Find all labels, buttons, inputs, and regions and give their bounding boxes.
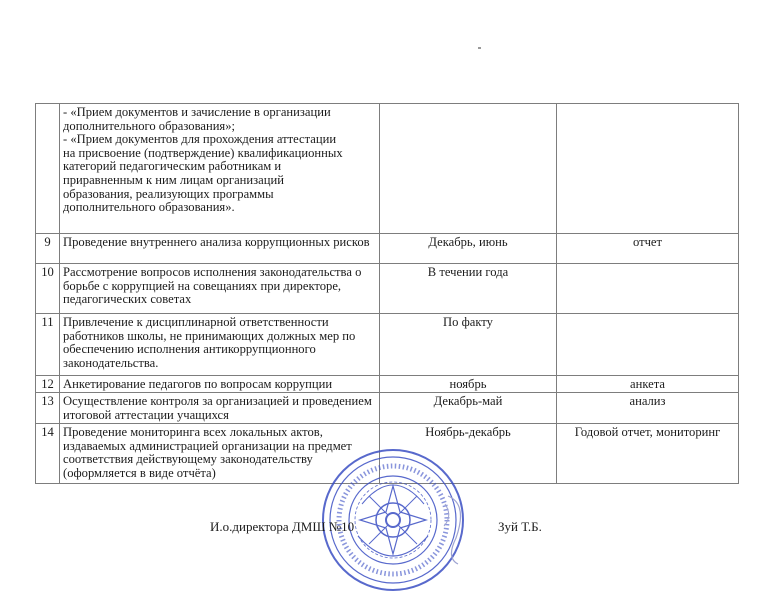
plan-table (35, 103, 739, 484)
table-row (36, 104, 739, 234)
row-deadline: Ноябрь-декабрь (380, 424, 557, 484)
row-deadline (380, 104, 557, 234)
row-completion-form: анализ (557, 393, 739, 424)
row-completion-form (557, 314, 739, 376)
table-row (36, 234, 739, 264)
row-activity: Осуществление контроля за организацией и проведением итоговой аттестации учащихся (60, 393, 380, 424)
row-number: 12 (36, 376, 60, 393)
row-activity: Проведение мониторинга всех локальных актов, издаваемых администрацией организации на предмет соответствия действующему законодательству (оформляется в виде отчёта) (60, 424, 380, 484)
speck (478, 47, 481, 49)
row-completion-form: анкета (557, 376, 739, 393)
row-deadline: ноябрь (380, 376, 557, 393)
row-number: 13 (36, 393, 60, 424)
row-activity: Рассмотрение вопросов исполнения законодательства о борьбе с коррупцией на совещаниях при директоре, педагогических советах (60, 264, 380, 314)
row-completion-form (557, 104, 739, 234)
table-row (36, 264, 739, 314)
row-number: 11 (36, 314, 60, 376)
signature-position: И.о.директора ДМШ №10 (210, 519, 355, 534)
row-deadline: По факту (380, 314, 557, 376)
row-completion-form (557, 264, 739, 314)
signature-name: Зуй Т.Б. (498, 519, 542, 534)
row-number: 9 (36, 234, 60, 264)
table-row (36, 314, 739, 376)
row-deadline: В течении года (380, 264, 557, 314)
row-completion-form: Годовой отчет, мониторинг (557, 424, 739, 484)
row-deadline: Декабрь-май (380, 393, 557, 424)
row-activity: Привлечение к дисциплинарной ответственности работников школы, не принимающих должных мер по обеспечению исполнения антикоррупционного законодательства. (60, 314, 380, 376)
row-number: 10 (36, 264, 60, 314)
table-row (36, 376, 739, 393)
row-activity: Проведение внутреннего анализа коррупционных рисков (60, 234, 380, 264)
row-activity: - «Прием документов и зачисление в организации дополнительного образования»; - «Прием документов для прохождения аттестации на присвоение (подтверждение) квалификационных категорий педагогическим работникам и приравненным к ним лицам организаций образования, реализующих программы дополнительного образования». (60, 104, 380, 234)
table-row (36, 393, 739, 424)
row-number (36, 104, 60, 234)
row-number: 14 (36, 424, 60, 484)
row-activity: Анкетирование педагогов по вопросам коррупции (60, 376, 380, 393)
row-deadline: Декабрь, июнь (380, 234, 557, 264)
row-completion-form: отчет (557, 234, 739, 264)
